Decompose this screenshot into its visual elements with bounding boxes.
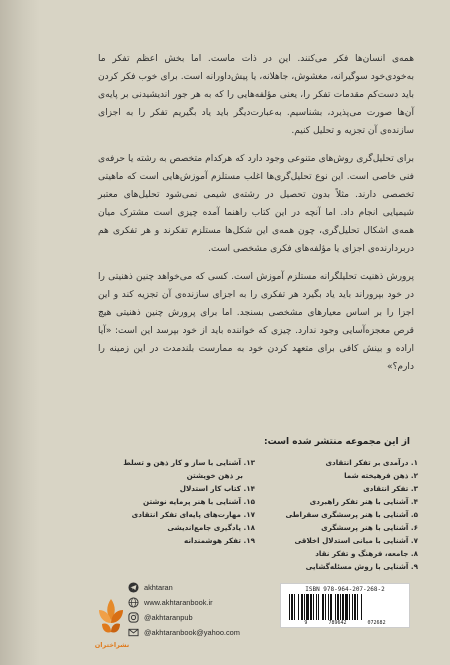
series-item: ۸. جامعه، فرهنگ و تفکر نقاد bbox=[315, 549, 418, 558]
email-address: @akhtaranbook@yahoo.com bbox=[144, 627, 240, 637]
series-item: ۴. آشنایی با هنر تفکر راهبردی bbox=[309, 497, 418, 506]
series-item: ۱۷. مهارت‌های پایه‌ای تفکر انتقادی bbox=[131, 510, 255, 519]
instagram-icon bbox=[128, 612, 139, 623]
series-item: ۱. درآمدی بر تفکر انتقادی bbox=[325, 458, 418, 467]
series-title: از این مجموعه منتشر شده است: bbox=[264, 437, 410, 447]
isbn-number: ISBN 978-964-207-268-2 bbox=[305, 586, 385, 593]
globe-icon bbox=[128, 597, 139, 608]
series-item: ۳. تفکر انتقادی bbox=[363, 484, 418, 493]
telegram-icon bbox=[128, 582, 139, 593]
barcode-bars bbox=[289, 594, 403, 620]
barcode-digits: 9 789642 072682 bbox=[304, 620, 386, 626]
blurb-text bbox=[98, 50, 414, 386]
series-item: ۱۵. آشنایی با هنر پرمایه نوشتن bbox=[143, 497, 255, 506]
blurb-paragraph-3: پرورش ذهنیت تحلیلگرانه مستلزم آموزش است. کسی که می‌خواهد چنین ذهنیتی را در خود بپروراند باید یاد بگیرد هر تفکری را به اجزای سازنده‌ی آن تجزیه کند و این اجزا را بر اساس معیارهای مشخصی بسنجد. اما برای پرورش چنین ذهنیتی هیچ قرص معجزه‌آسایی وجود ندارد. چیزی که خواننده باید از خود بپرسد این است: «آیا اراده و بینش کافی برای متعهد کردن خود به ممارست بلندمدت در این زمینه را دارم؟» bbox=[98, 272, 414, 372]
publisher-logo-text: نشراختران bbox=[94, 641, 130, 649]
series-item: ۱۴. کتاب کار استدلال bbox=[179, 484, 255, 493]
spine-shadow bbox=[0, 0, 40, 665]
series-item: ۱۸. یادگیری جامع‌اندیشی bbox=[167, 523, 255, 532]
blurb-paragraph-1: همه‌ی انسان‌ها فکر می‌کنند. این در ذات ماست. اما بخش اعظم تفکر ما به‌خودی‌خود سوگیرانه، مغشوش، جاهلانه، یا پیش‌داورانه است. برای خوب فکر کردن باید دست‌کم مقدمات تفکر را، یعنی مؤلفه‌هایی را که به هر جور اندیشیدنی بر پایه‌ی آن‌ها صورت می‌پذیرد، بشناسیم. به‌عبارت‌دیگر باید یاد بگیریم تفکر را به اجزای سازنده‌ی آن تجزیه و تحلیل کنیم. bbox=[98, 54, 414, 136]
website-contact[interactable] bbox=[128, 595, 213, 609]
telegram-handle: akhtaran bbox=[144, 582, 173, 592]
email-contact[interactable] bbox=[128, 625, 240, 639]
series-item: ۷. آشنایی با مبانی استدلال اخلاقی bbox=[294, 536, 418, 545]
series-item: ۱۹. تفکر هوشمندانه bbox=[183, 536, 255, 545]
blurb-paragraph-2: برای تحلیل‌گری روش‌های متنوعی وجود دارد که هرکدام متخصص به رشته یا حرفه‌ی فنی خاصی است. این نوع تحلیل‌گری‌ها اغلب مستلزم آموزش‌هایی است که ماهیتی تخصصی دارند. مثلاً بدون تحصیل در رشته‌ی شیمی نمی‌شود تحلیل‌های معتبر شیمیایی انجام داد. اما آنچه در این کتاب راهنما آمده چیزی است مشترک میان همه‌ی اشکال تحلیل‌گری، چون همه‌ی این شکل‌ها مستلزم تفکرند و هر تفکری هم دربردارنده‌ی اجزای یا مؤلفه‌های فکری مشخصی است. bbox=[98, 154, 414, 254]
series-item-continued: بر ذهن خویشتن bbox=[186, 471, 243, 480]
isbn-barcode bbox=[280, 583, 410, 628]
series-item: ۹. آشنایی با روش مسئله‌گشایی bbox=[305, 562, 418, 571]
website-url: www.akhtaranbook.ir bbox=[144, 597, 213, 607]
series-item: ۲. ذهن فرهیخته شما bbox=[344, 471, 418, 480]
telegram-contact[interactable] bbox=[128, 580, 173, 594]
series-item: ۱۳. آشنایی با ساز و کار ذهن و تسلط bbox=[123, 458, 255, 467]
series-list-left bbox=[70, 456, 255, 547]
instagram-contact[interactable] bbox=[128, 610, 193, 624]
series-list-right bbox=[260, 456, 418, 573]
email-icon bbox=[128, 627, 139, 638]
instagram-handle: @akhtaranpub bbox=[144, 612, 193, 622]
series-item: ۶. آشنایی با هنر پرسشگری bbox=[321, 523, 418, 532]
publisher-logo-icon bbox=[96, 596, 126, 646]
series-item: ۵. آشنایی با هنر پرسشگری سقراطی bbox=[285, 510, 418, 519]
